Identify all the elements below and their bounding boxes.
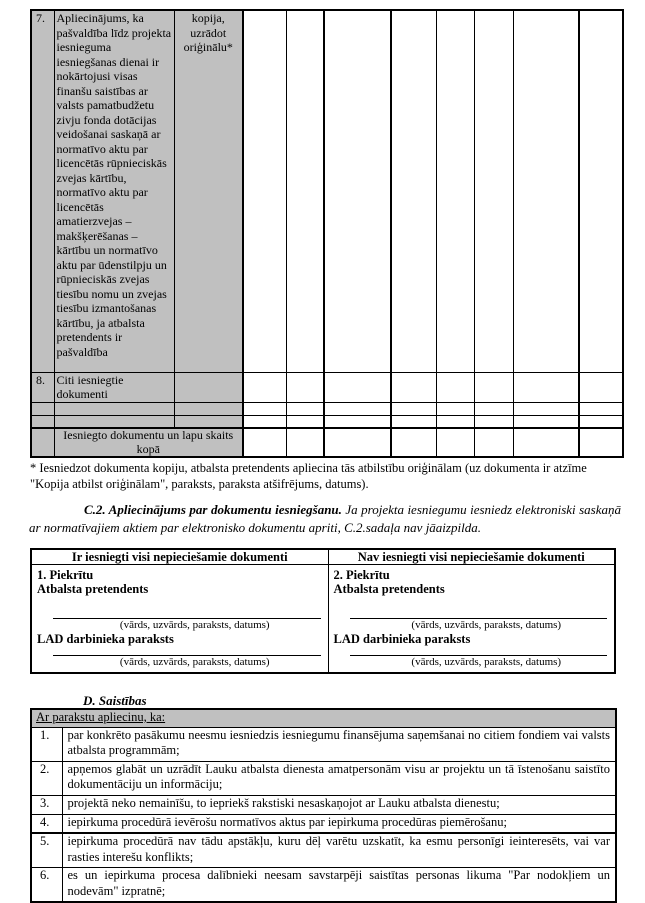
fill-in-cell <box>579 10 623 372</box>
obligation-number: 1. <box>31 727 62 761</box>
obligation-row <box>31 727 616 761</box>
signature-col-header-left: Ir iesniegti visi nepieciešamie dokumenti <box>31 549 328 565</box>
obligation-number: 3. <box>31 795 62 814</box>
row-number-cell: 7. <box>31 10 54 372</box>
obligation-text: es un iepirkuma procesa dalībnieki neesam savstarpēji saistītas personas likuma "Par nodokļiem un nodevām" izpratnē; <box>62 868 616 903</box>
signature-cell-right <box>328 565 615 673</box>
fill-in-cell <box>513 415 579 428</box>
fill-in-cell <box>243 402 286 415</box>
fill-in-cell <box>324 10 391 372</box>
fill-in-cell <box>579 415 623 428</box>
section-c2-paragraph <box>29 501 621 537</box>
fill-in-cell <box>286 415 324 428</box>
table-row-8 <box>31 372 623 402</box>
obligations-table <box>30 708 617 903</box>
fill-in-cell <box>391 402 436 415</box>
total-label-cell: Iesniegto dokumentu un lapu skaits kopā <box>54 428 243 457</box>
signature-caption: (vārds, uzvārds, paraksts, datums) <box>411 656 562 668</box>
signature-caption: (vārds, uzvārds, paraksts, datums) <box>119 619 270 631</box>
fill-in-cell <box>436 415 474 428</box>
total-row <box>31 428 623 457</box>
obligation-row <box>31 814 616 833</box>
row-number-cell: 8. <box>31 372 54 402</box>
applicant-label: Atbalsta pretendents <box>333 582 445 596</box>
fill-in-cell <box>286 372 324 402</box>
obligation-number: 4. <box>31 814 62 833</box>
obligation-row <box>31 795 616 814</box>
signature-cell-left <box>31 565 328 673</box>
fill-in-cell <box>513 402 579 415</box>
table-row-7 <box>31 10 623 372</box>
document-description-cell: Citi iesniegtie dokumenti <box>54 372 174 402</box>
obligation-row <box>31 868 616 903</box>
fill-in-cell <box>474 428 513 457</box>
fill-in-cell <box>391 10 436 372</box>
lad-label: LAD darbinieka paraksts <box>37 632 174 646</box>
fill-in-cell <box>391 372 436 402</box>
obligations-header: Ar parakstu apliecinu, ka: <box>31 709 616 727</box>
fill-in-cell <box>324 428 391 457</box>
fill-in-cell <box>474 402 513 415</box>
fill-in-cell <box>474 415 513 428</box>
obligation-row <box>31 761 616 795</box>
fill-in-cell <box>243 428 286 457</box>
fill-in-cell <box>324 372 391 402</box>
documents-table <box>30 9 624 458</box>
fill-in-cell <box>286 428 324 457</box>
signature-caption: (vārds, uzvārds, paraksts, datums) <box>411 619 562 631</box>
fill-in-cell <box>436 428 474 457</box>
obligation-number: 2. <box>31 761 62 795</box>
empty-table-row <box>31 415 623 428</box>
fill-in-cell <box>243 415 286 428</box>
fill-in-cell <box>286 402 324 415</box>
lad-label: LAD darbinieka paraksts <box>333 632 471 646</box>
obligation-text: iepirkuma procedūrā ievērošu normatīvos aktus par iepirkuma procedūras piemērošanu; <box>62 814 616 833</box>
fill-in-cell <box>474 10 513 372</box>
fill-in-cell <box>243 372 286 402</box>
fill-in-cell <box>324 415 391 428</box>
fill-in-cell <box>513 428 579 457</box>
fill-in-cell <box>436 372 474 402</box>
applicant-label: Atbalsta pretendents <box>37 582 149 596</box>
fill-in-cell <box>474 372 513 402</box>
obligation-text: par konkrēto pasākumu neesmu iesniedzis iesniegumu finansējuma saņemšanai no citiem fondiem vai valsts atbalsta programmām; <box>62 727 616 761</box>
fill-in-cell <box>579 372 623 402</box>
fill-in-cell <box>579 428 623 457</box>
c2-heading: C.2. Apliecinājums par dokumentu iesniegšanu. <box>84 502 342 517</box>
obligation-row <box>31 833 616 868</box>
signature-body-row <box>31 565 615 673</box>
obligation-text: apņemos glabāt un uzrādīt Lauku atbalsta dienesta amatpersonām visu ar projektu un tā īstenošanu saistīto dokumentāciju un informāciju; <box>62 761 616 795</box>
fill-in-cell <box>436 402 474 415</box>
fill-in-cell <box>579 402 623 415</box>
fill-in-cell <box>324 402 391 415</box>
obligation-text: iepirkuma procedūrā nav tādu apstākļu, kuru dēļ varētu uzskatīt, ka esmu personīgi ieinteresēts, vai var rasties interešu konflikts; <box>62 833 616 868</box>
footnote-text: * Iesniedzot dokumenta kopiju, atbalsta pretendents apliecina tās atbilstību oriģinālam (uz dokumenta ir atzīme "Kopija atbilst oriģinālam", paraksts, paraksta atšifrējums, datums). <box>30 461 587 491</box>
agree-label: 2. Piekrītu <box>333 568 390 582</box>
fill-in-cell <box>391 415 436 428</box>
fill-in-cell <box>436 10 474 372</box>
fill-in-cell <box>513 10 579 372</box>
section-d-title: D. Saistības <box>83 693 147 708</box>
signature-caption: (vārds, uzvārds, paraksts, datums) <box>119 656 270 668</box>
empty-table-row <box>31 402 623 415</box>
fill-in-cell <box>243 10 286 372</box>
obligations-header-row <box>31 709 616 727</box>
fill-in-cell <box>391 428 436 457</box>
obligation-number: 5. <box>31 833 62 868</box>
obligation-number: 6. <box>31 868 62 903</box>
obligation-text: projektā neko nemainīšu, to iepriekš rakstiski nesaskaņojot ar Lauku atbalsta dienestu; <box>62 795 616 814</box>
fill-in-cell <box>286 10 324 372</box>
signature-header-row <box>31 549 615 565</box>
document-form-cell <box>174 372 243 402</box>
signature-table <box>30 548 616 674</box>
agree-label: 1. Piekrītu <box>37 568 94 582</box>
document-description-cell: Apliecinājums, ka pašvaldība līdz projekta iesnieguma iesniegšanas dienai ir nokārtojusi visas finanšu saistības ar valsts pamatbudžetu zivju fonda dotācijas veidošanai saskaņā ar normatīvo aktu par licencētās rūpnieciskās zvejas kārtību, normatīvo aktu par licencētās amatierzvejas – makšķerēšanas – kārtību un normatīvo aktu par ūdenstilpju un rūpnieciskās zvejas tiesību nomu un zvejas tiesību izmantošanas kārtību, ja atbalsta pretendents ir pašvaldība <box>54 10 174 372</box>
c2-note: Ja projekta iesniegumu iesniedz elektroniski saskaņā ar normatīvajiem aktiem par elektronisko dokumentu apriti, C.2.sadaļa nav jāaizpilda. <box>29 502 621 535</box>
fill-in-cell <box>513 372 579 402</box>
signature-col-header-right: Nav iesniegti visi nepieciešamie dokumenti <box>328 549 615 565</box>
document-form-cell: kopija, uzrādot oriģinālu* <box>174 10 243 372</box>
